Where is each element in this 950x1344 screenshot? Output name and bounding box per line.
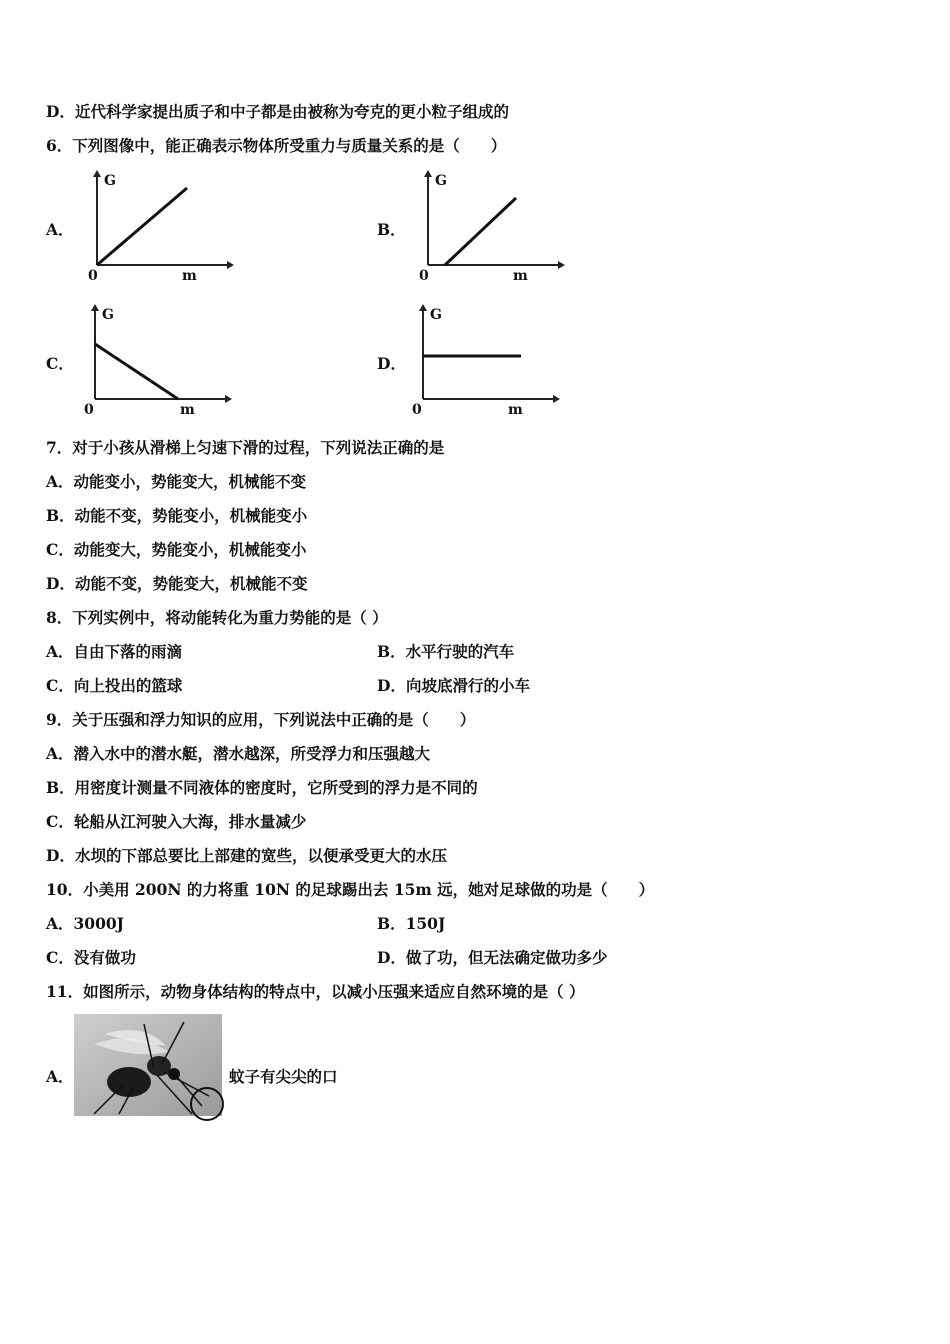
- q8-option-b[interactable]: B．水平行驶的汽车: [377, 642, 515, 661]
- q11-option-a-text: 蚊子有尖尖的口: [229, 1067, 338, 1086]
- q6-label-b[interactable]: B．: [377, 220, 406, 239]
- q6-label-a[interactable]: A．: [46, 220, 74, 239]
- q6-graph-c: [80, 304, 230, 419]
- q8-option-c[interactable]: C．向上投出的篮球: [46, 676, 183, 695]
- q9-stem: 9．关于压强和浮力知识的应用，下列说法中正确的是（ ）: [46, 710, 476, 729]
- q11-option-a-label[interactable]: A．: [46, 1067, 74, 1086]
- q10-option-b[interactable]: B．150J: [377, 914, 446, 933]
- q6-graph-b: [413, 170, 563, 285]
- q11-stem: 11．如图所示，动物身体结构的特点中，以减小压强来适应自然环境的是（ ）: [46, 982, 585, 1001]
- q9-option-a[interactable]: A．潜入水中的潜水艇，潜水越深，所受浮力和压强越大: [46, 744, 431, 763]
- q10-option-d[interactable]: D．做了功，但无法确定做功多少: [377, 948, 608, 967]
- q6-c-origin: 0: [84, 402, 94, 418]
- q7-option-a[interactable]: A．动能变小，势能变大，机械能不变: [46, 472, 307, 491]
- q6-graph-d: [408, 304, 558, 419]
- q7-option-d[interactable]: D．动能不变，势能变大，机械能不变: [46, 574, 308, 593]
- q6-d-y-label: G: [430, 307, 442, 323]
- q6-a-y-label: G: [104, 173, 116, 189]
- q10-option-a[interactable]: A．3000J: [46, 914, 124, 933]
- q6-b-x-label: m: [513, 268, 528, 284]
- q6-a-x-label: m: [182, 268, 197, 284]
- mosquito-photo: [74, 1014, 224, 1122]
- q10-stem: 10．小美用 200N 的力将重 10N 的足球踢出去 15m 远，她对足球做的功是（ ）: [46, 880, 655, 899]
- q8-option-a[interactable]: A．自由下落的雨滴: [46, 642, 183, 661]
- q6-c-x-label: m: [180, 402, 195, 418]
- q6-c-y-label: G: [102, 307, 114, 323]
- q7-option-b[interactable]: B．动能不变，势能变小，机械能变小: [46, 506, 308, 525]
- q7-option-c[interactable]: C．动能变大，势能变小，机械能变小: [46, 540, 307, 559]
- q8-stem: 8．下列实例中，将动能转化为重力势能的是（ ）: [46, 608, 388, 627]
- q6-label-c[interactable]: C．: [46, 354, 74, 373]
- q6-d-x-label: m: [508, 402, 523, 418]
- q6-stem: 6．下列图像中，能正确表示物体所受重力与质量关系的是（ ）: [46, 136, 507, 155]
- q6-a-origin: 0: [88, 268, 98, 284]
- q5-option-d: D．近代科学家提出质子和中子都是由被称为夸克的更小粒子组成的: [46, 102, 509, 121]
- q6-label-d[interactable]: D．: [377, 354, 406, 373]
- q7-stem: 7．对于小孩从滑梯上匀速下滑的过程，下列说法正确的是: [46, 438, 445, 457]
- q6-d-origin: 0: [412, 402, 422, 418]
- q9-option-d[interactable]: D．水坝的下部总要比上部建的宽些，以便承受更大的水压: [46, 846, 447, 865]
- q9-option-c[interactable]: C．轮船从江河驶入大海，排水量减少: [46, 812, 307, 831]
- q6-b-origin: 0: [419, 268, 429, 284]
- q10-option-c[interactable]: C．没有做功: [46, 948, 136, 967]
- q6-graph-a: [82, 170, 232, 285]
- q8-option-d[interactable]: D．向坡底滑行的小车: [377, 676, 530, 695]
- q9-option-b[interactable]: B．用密度计测量不同液体的密度时，它所受到的浮力是不同的: [46, 778, 478, 797]
- q6-b-y-label: G: [435, 173, 447, 189]
